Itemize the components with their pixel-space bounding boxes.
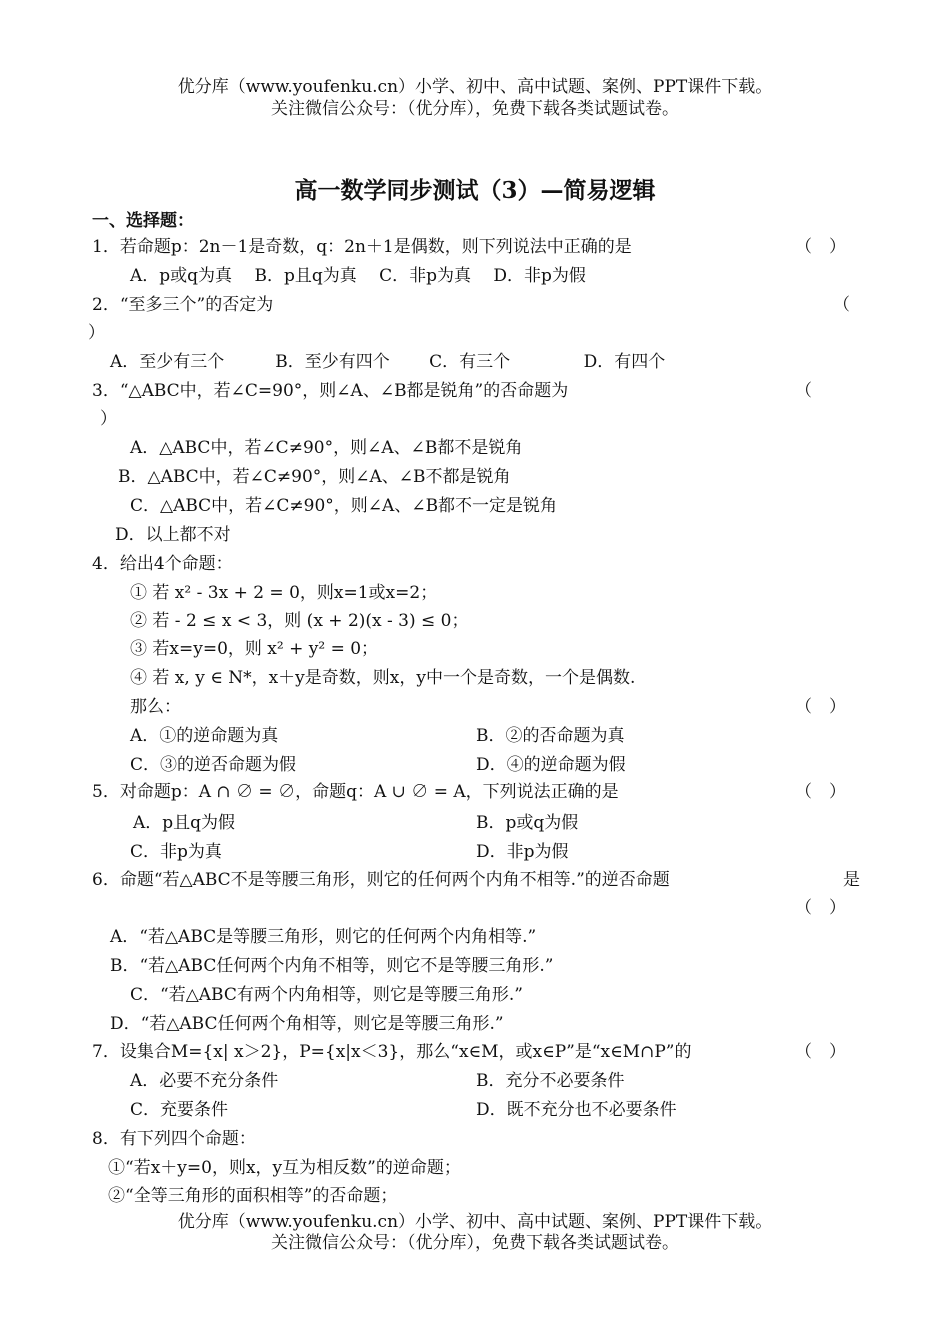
q6-option-c: C．“若△ABC有两个内角相等，则它是等腰三角形.” [130, 985, 523, 1005]
q1-options: A．p或q为真 B．p且q为真 C．非p为真 D．非p为假 [130, 266, 586, 286]
q8-item-2: ②“全等三角形的面积相等”的否命题； [108, 1186, 398, 1206]
footer-line-2: 关注微信公众号：（优分库），免费下载各类试题试卷。 [271, 1233, 679, 1253]
q4-item-1: ① 若 x² - 3x + 2 = 0，则x=1或x=2； [130, 583, 438, 603]
q7-option-c: C．充要条件 [130, 1100, 229, 1120]
q2-paren-close: ） [88, 323, 105, 343]
q6-answer-paren: （ ） [795, 898, 846, 918]
q5-answer-paren: （ ） [795, 782, 846, 802]
q6-stem: 6．命题“若△ABC不是等腰三角形，则它的任何两个内角不相等.”的逆否命题 [92, 870, 670, 890]
q7-option-b: B．充分不必要条件 [476, 1071, 625, 1091]
q3-option-c: C．△ABC中，若∠C≠90°，则∠A、∠B都不一定是锐角 [130, 496, 558, 516]
q3-option-b: B．△ABC中，若∠C≠90°，则∠A、∠B不都是锐角 [118, 467, 511, 487]
q5-option-c: C．非p为真 [130, 842, 222, 862]
q6-stem-end: 是 [843, 870, 860, 890]
q7-option-a: A．必要不充分条件 [130, 1071, 279, 1091]
section-heading: 一、选择题： [92, 211, 194, 231]
q3-stem: 3．“△ABC中，若∠C=90°，则∠A、∠B都是锐角”的否命题为 [92, 381, 569, 401]
q7-answer-paren: （ ） [795, 1042, 846, 1062]
footer-line-1: 优分库（www.youfenku.cn）小学、初中、高中试题、案例、PPT课件下载。 [177, 1212, 773, 1232]
q4-option-b: B．②的否命题为真 [476, 726, 625, 746]
q4-option-c: C．③的逆否命题为假 [130, 755, 297, 775]
header-line-1: 优分库（www.youfenku.cn）小学、初中、高中试题、案例、PPT课件下载。 [177, 77, 773, 97]
q4-option-d: D．④的逆命题为假 [476, 755, 626, 775]
q2-options: A．至少有三个 B．至少有四个 C．有三个 D．有四个 [110, 352, 666, 372]
q5-option-a: A．p且q为假 [133, 813, 236, 833]
q4-stem: 4．给出4个命题： [92, 554, 233, 574]
q3-paren-open: （ [795, 381, 812, 401]
q3-paren-close: ） [100, 409, 117, 429]
q1-stem: 1．若命题p：2n－1是奇数，q：2n＋1是偶数，则下列说法中正确的是 [92, 237, 632, 257]
q1-answer-paren: （ ） [795, 237, 846, 257]
header-line-2: 关注微信公众号：（优分库），免费下载各类试题试卷。 [271, 99, 679, 119]
q8-stem: 8．有下列四个命题： [92, 1129, 256, 1149]
q4-answer-paren: （ ） [795, 697, 846, 717]
q4-item-4: ④ 若 x, y ∈ N*，x＋y是奇数，则x，y中一个是奇数，一个是偶数. [130, 668, 636, 688]
q5-option-d: D．非p为假 [476, 842, 569, 862]
q8-item-1: ①“若x＋y=0，则x，y互为相反数”的逆命题； [108, 1158, 461, 1178]
q2-stem: 2．“至多三个”的否定为 [92, 295, 274, 315]
q4-option-a: A．①的逆命题为真 [130, 726, 279, 746]
q5-stem: 5．对命题p：A ∩ ∅ = ∅，命题q：A ∪ ∅ = A，下列说法正确的是 [92, 782, 619, 802]
q7-stem: 7．设集合M={x| x＞2}，P={x|x＜3}，那么“x∈M，或x∈P”是“x∈M∩P”的 [92, 1042, 692, 1062]
q6-option-b: B．“若△ABC任何两个内角不相等，则它不是等腰三角形.” [110, 956, 554, 976]
q2-paren-open: （ [833, 295, 850, 315]
q4-then: 那么： [130, 697, 181, 717]
q7-option-d: D．既不充分也不必要条件 [476, 1100, 677, 1120]
q3-option-a: A．△ABC中，若∠C≠90°，则∠A、∠B都不是锐角 [130, 438, 523, 458]
page-title: 高一数学同步测试（3）—简易逻辑 [294, 177, 656, 204]
q3-option-d: D．以上都不对 [115, 525, 231, 545]
q6-option-d: D．“若△ABC任何两个角相等，则它是等腰三角形.” [110, 1014, 504, 1034]
q6-option-a: A．“若△ABC是等腰三角形，则它的任何两个内角相等.” [110, 927, 537, 947]
q4-item-3: ③ 若x=y=0，则 x² + y² = 0； [130, 639, 379, 659]
q4-item-2: ② 若 - 2 ≤ x < 3，则 (x + 2)(x - 3) ≤ 0； [130, 611, 469, 631]
q5-option-b: B．p或q为假 [476, 813, 579, 833]
